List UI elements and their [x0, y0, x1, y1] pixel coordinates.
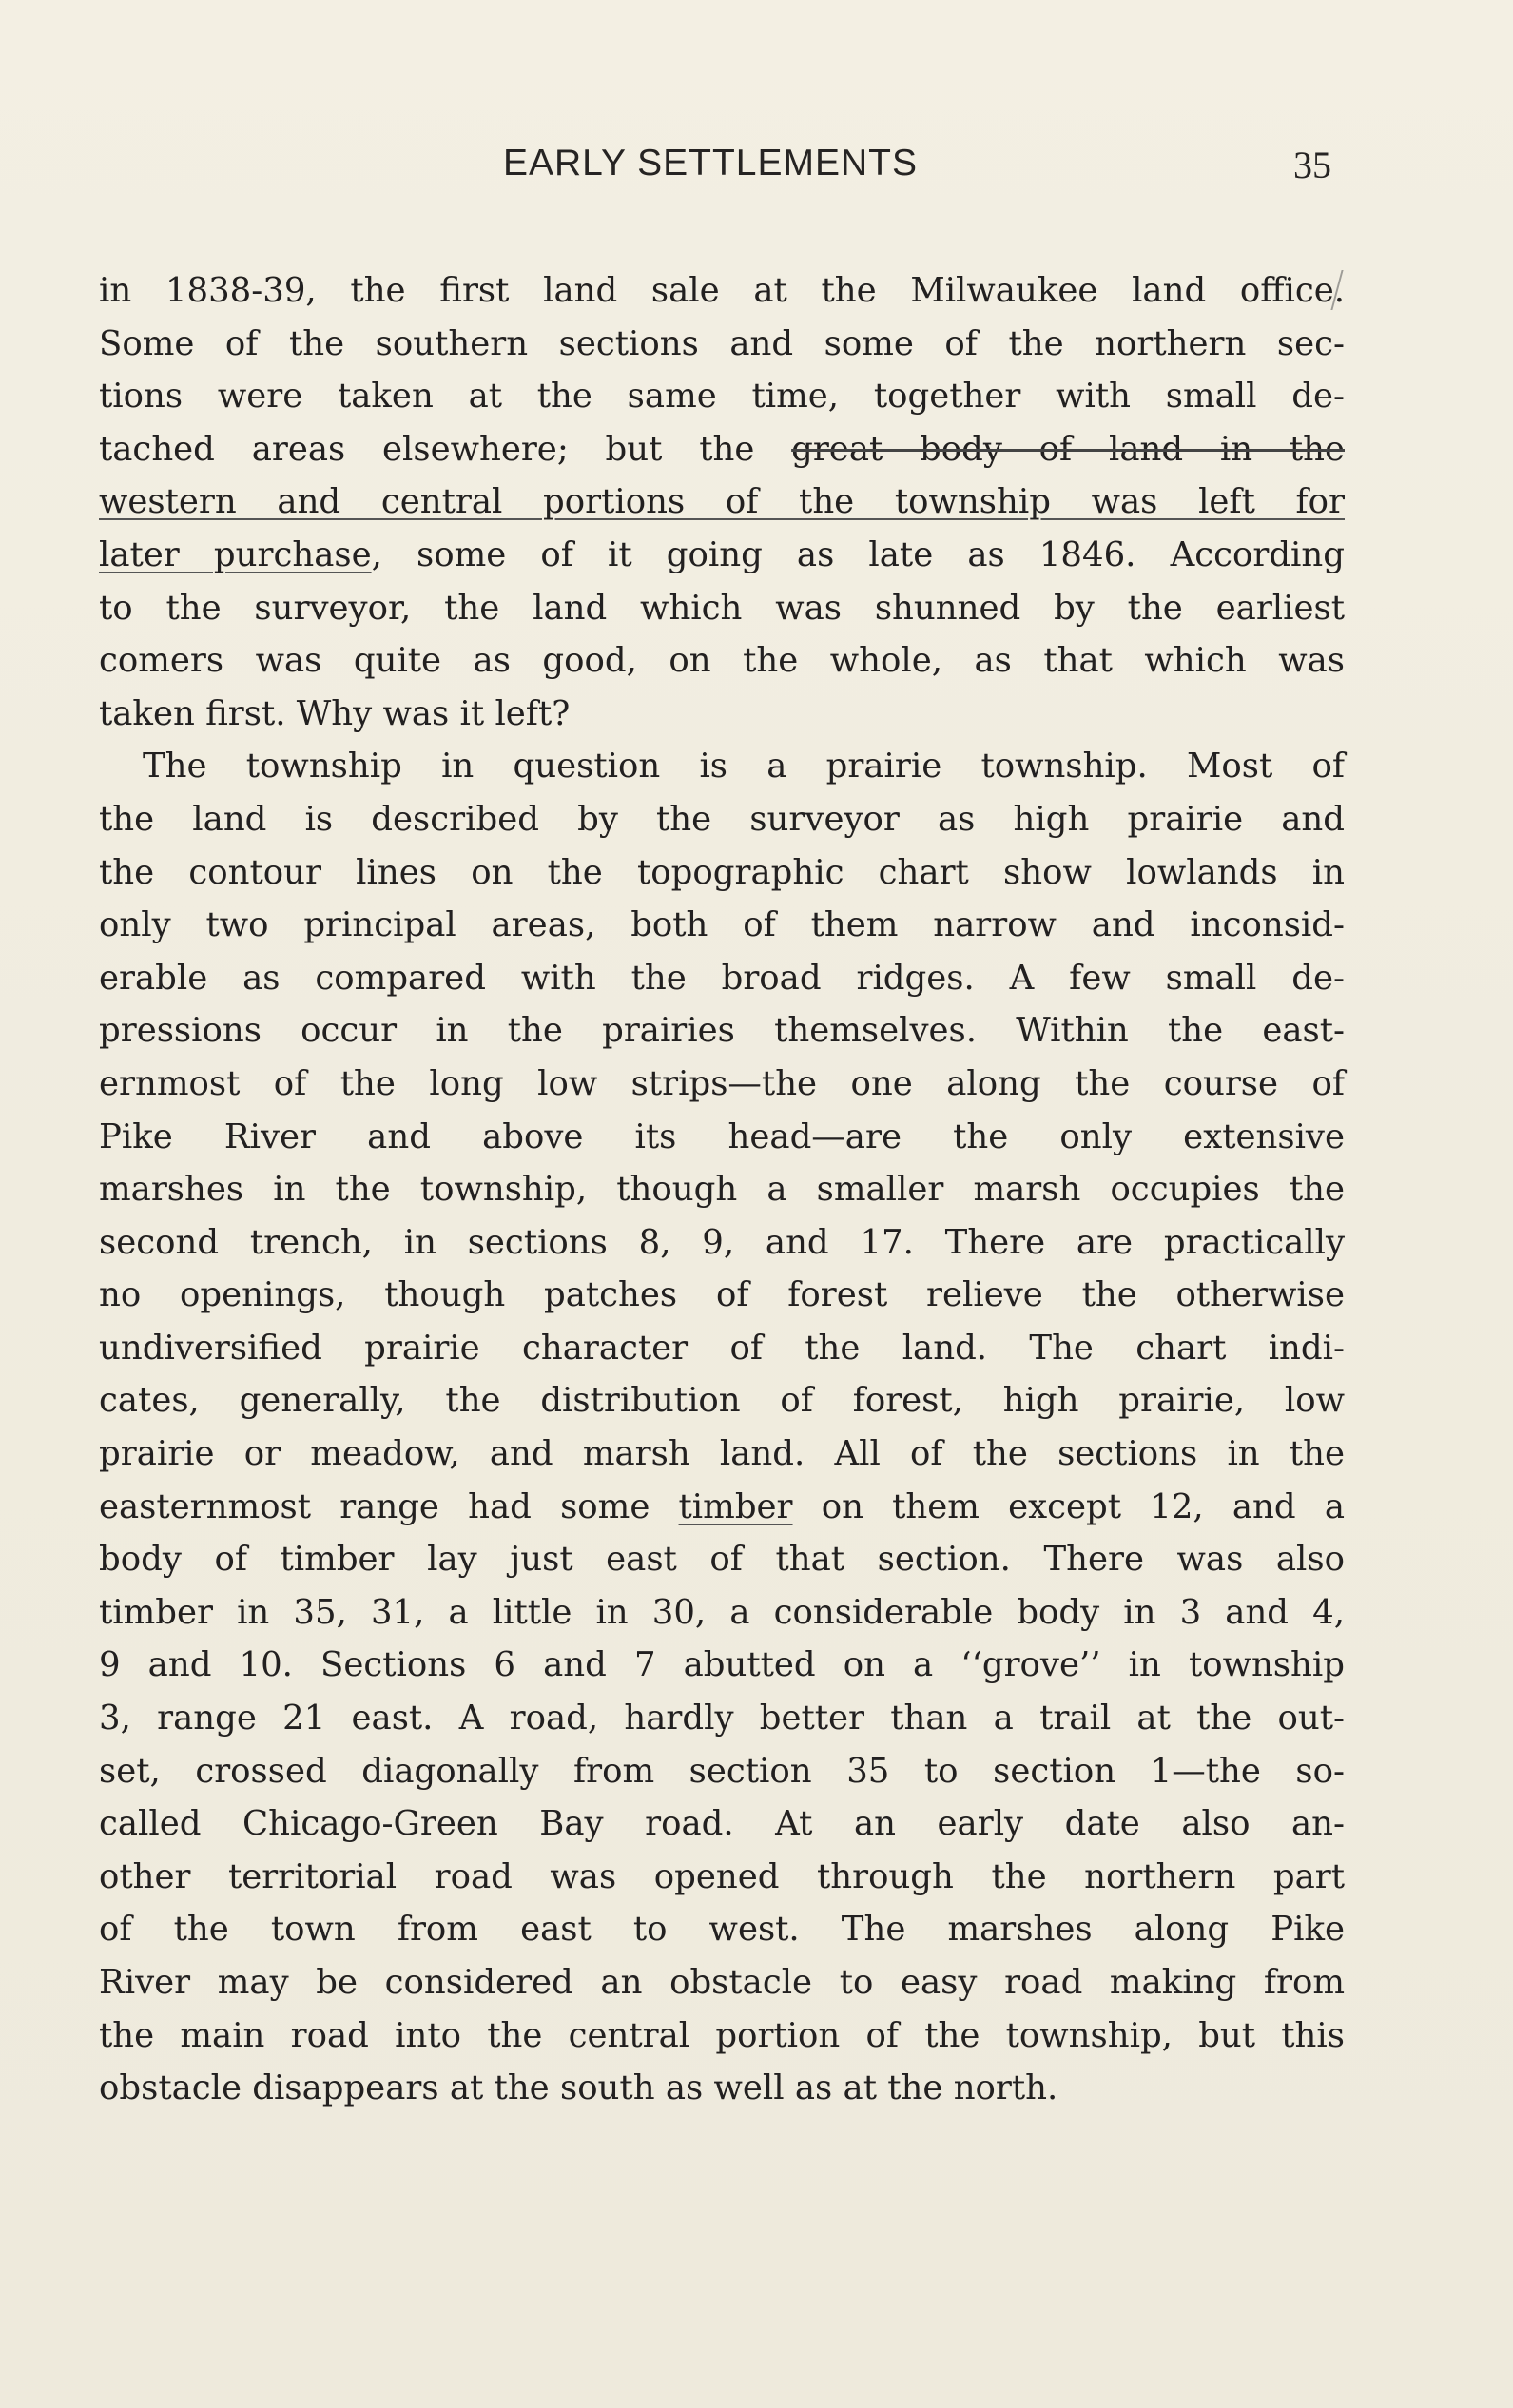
text-line: of the town from east to west. The marshes along Pike [99, 1910, 1345, 1950]
text-line: 9 and 10. Sections 6 and 7 abutted on a ‘‘grove’’ in township [99, 1645, 1345, 1685]
text-line: cates, generally, the distribution of forest, high prairie, low [99, 1381, 1345, 1421]
text-line: set, crossed diagonally from section 35 to section 1—the so- [99, 1751, 1345, 1791]
underlined-text: timber [678, 1486, 793, 1526]
text-line: erable as compared with the broad ridges. A few small de- [99, 958, 1345, 998]
text-line: The township in question is a prairie township. Most of [143, 747, 1345, 786]
text-line: obstacle disappears at the south as well as at the north. [99, 2068, 1058, 2108]
text-segment: easternmost range had some [99, 1486, 679, 1526]
underlined-text: western and central portions of the township was left for [99, 482, 1345, 522]
text-line: only two principal areas, both of them narrow and inconsid- [99, 905, 1345, 945]
struck-through-text: great body of land in the [791, 429, 1345, 469]
page-header [95, 143, 1331, 200]
text-line: body of timber lay just east of that section. There was also [99, 1540, 1345, 1580]
text-line: marshes in the township, though a smaller marsh occupies the [99, 1170, 1345, 1210]
text-line: to the surveyor, the land which was shunned by the earliest [99, 588, 1345, 628]
page-number: 35 [1293, 144, 1331, 186]
text-line: the main road into the central portion of the township, but this [99, 2015, 1345, 2055]
text-segment: , some of it going as late as 1846. According [371, 534, 1345, 574]
text-line: second trench, in sections 8, 9, and 17. There are practically [99, 1222, 1345, 1262]
text-line [99, 529, 1345, 582]
text-line: River may be considered an obstacle to easy road making from [99, 1963, 1345, 2002]
underlined-text: later purchase [99, 534, 372, 574]
text-line: 3, range 21 east. A road, hardly better than a trail at the out- [99, 1699, 1345, 1738]
text-line: the contour lines on the topographic chart show lowlands in [99, 852, 1345, 892]
text-line: called Chicago-Green Bay road. At an early date also an- [99, 1804, 1345, 1844]
text-line: timber in 35, 31, a little in 30, a considerable body in 3 and 4, [99, 1592, 1345, 1632]
text-line: Pike River and above its head—are the only extensive [99, 1117, 1345, 1156]
text-line: prairie or meadow, and marsh land. All of the sections in the [99, 1434, 1345, 1474]
text-line: undiversified prairie character of the land. The chart indi- [99, 1328, 1345, 1368]
text-segment: tached areas elsewhere; but the [99, 429, 792, 469]
text-line [99, 476, 1345, 529]
running-head: EARLY SETTLEMENTS [502, 143, 918, 184]
text-line: taken first. Why was it left? [99, 693, 571, 733]
text-line [99, 1481, 1345, 1534]
text-line [99, 423, 1345, 476]
text-line: in 1838-39, the first land sale at the Milwaukee land office. [99, 271, 1345, 310]
body-text [99, 264, 1345, 2115]
text-line: comers was quite as good, on the whole, as that which was [99, 641, 1345, 681]
text-segment: on them except 12, and a [792, 1486, 1345, 1526]
text-line: Some of the southern sections and some of the northern sec- [99, 323, 1345, 363]
text-line: no openings, though patches of forest relieve the otherwise [99, 1275, 1345, 1315]
text-line: tions were taken at the same time, together with small de- [99, 377, 1345, 417]
text-line: ernmost of the long low strips—the one along the course of [99, 1063, 1345, 1103]
text-line: the land is described by the surveyor as high prairie and [99, 799, 1345, 839]
text-line: other territorial road was opened through the northern part [99, 1856, 1345, 1896]
text-line: pressions occur in the prairies themselves. Within the east- [99, 1011, 1345, 1051]
